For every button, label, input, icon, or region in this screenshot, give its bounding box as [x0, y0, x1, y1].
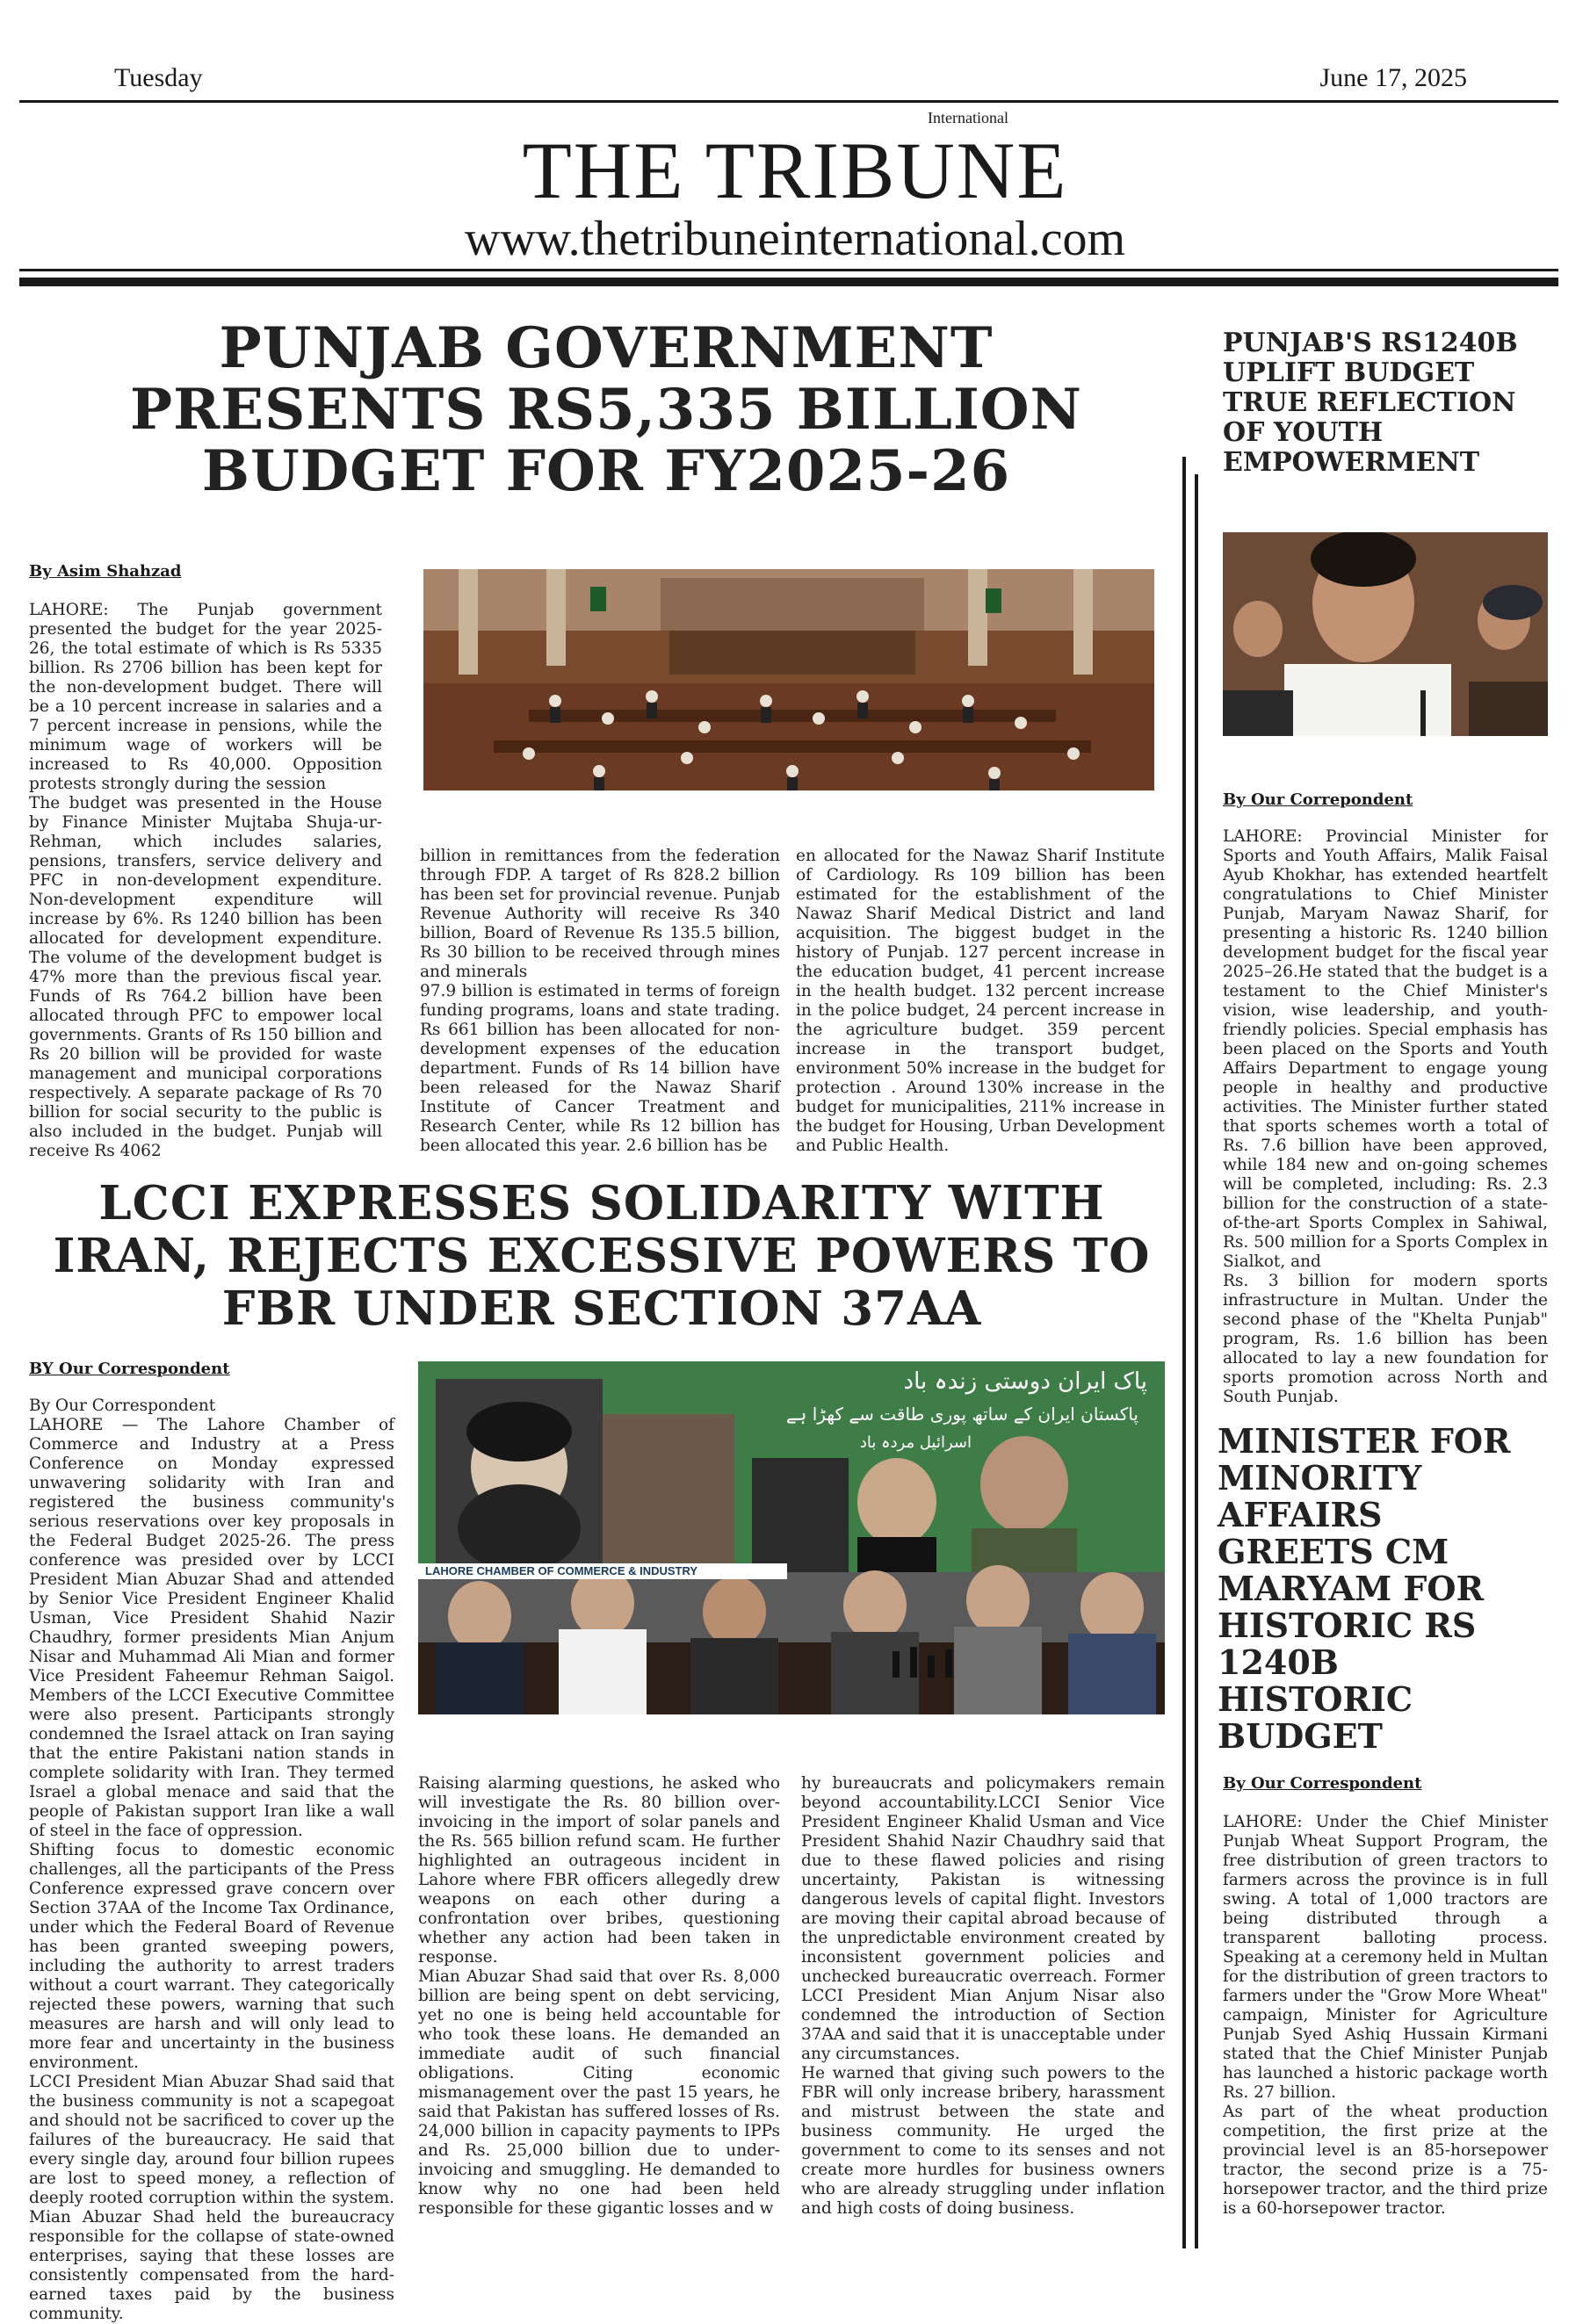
second-column-2: Raising alarming questions, he asked who will investigate the Rs. 80 billion over-invoicing in the import of solar panels and the Rs. 565 billion refund scam. He further highlighted an outrageous incident in Lahore where FBR officers allegedly drew weapons on each other during a confrontation over bribes, questioning whether any action had been taken in response. Mian Abuzar Shad said that over Rs. 8,000 billion are being spent on debt servicing, yet no one is being held accountable for who took these loans. He demanded an immediate audit of such financial obligations. Citing economic mismanagement over the past 15 years, he said that Pakistan has suffered losses of Rs. 24,000 billion in capacity payments to IPPs and Rs. 25,000 billion due to under-invoicing and smuggling. He demanded to know why no one had been held responsible for these gigantic losses and w: [418, 1774, 780, 2218]
minister-photo: [1223, 532, 1548, 736]
sidebar-2-headline: MINISTER FOR MINORITY AFFAIRS GREETS CM MARYAM FOR HISTORIC RS 1240B HISTORIC BUDGET: [1218, 1421, 1511, 1756]
lead-headline: PUNJAB GOVERNMENT PRESENTS RS5,335 BILLION BUDGET FOR FY2025-26: [129, 315, 1083, 504]
assembly-photo: [423, 569, 1154, 790]
second-headline: LCCI EXPRESSES SOLIDARITY WITH IRAN, REJECTS EXCESSIVE POWERS TO FBR UNDER SECTION 37AA: [53, 1176, 1151, 1336]
header-bottom-rule-thick: [19, 278, 1558, 286]
banner-urdu-line-1: پاک ایران دوستی زندہ باد: [903, 1368, 1147, 1395]
second-column-1: By Our Correspondent LAHORE — The Lahore Chamber of Commerce and Industry at a Press Conference on Monday expressed unwavering solidarity with Iran and registered the business community's serious reservations over key proposals in the Federal Budget 2025-26. The press conference was presided over by LCCI President Mian Abuzar Shad and attended by Senior Vice President Engineer Khalid Usman, Vice President Shahid Nazir Chaudhry, former presidents Mian Anjum Nisar and Muhammad Ali Mian and former Vice President Faheemur Rehman Saigol. Members of the LCCI Executive Committee were also present. Participants strongly condemned the Israel attack on Iran saying that the entire Pakistani nation stands in complete solidarity with Iran. They termed Israel a global menace and said that the people of Pakistan support Iran like a wall of steel in the face of oppression. Shifting focus to domestic economic challenges, all the participants of the Press Conference expressed grave concern over Section 37AA of the Income Tax Ordinance, under which the Federal Board of Revenue has been granted sweeping powers, including the authority to arrest traders without a court warrant. They categorically rejected these powers, warning that such measures are harsh and will only lead to more fear and uncertainty in the business environment. LCCI President Mian Abuzar Shad said that the business community is not a scapegoat and should not be sacrificed to cover up the failures of the bureaucracy. He said that every single day, around four billion rupees are lost to speed money, a reflection of deeply rooted corruption within the system. Mian Abuzar Shad held the bureaucracy responsible for the collapse of state-owned enterprises, saying that these losses are consistently compensated from the hard-earned taxes paid by the business community.: [29, 1397, 394, 2323]
sidebar-divider-1: [1182, 457, 1186, 2248]
lead-byline: By Asim Shahzad: [29, 562, 182, 581]
issue-date: June 17, 2025: [1319, 63, 1467, 92]
masthead-title: THE TRIBUNE: [522, 126, 1068, 215]
sidebar-divider-2: [1195, 474, 1198, 2248]
edition-label: International: [928, 109, 1008, 126]
masthead-url[interactable]: www.thetribuneinternational.com: [464, 212, 1126, 266]
banner-urdu-line-3: اسرائیل مردہ باد: [859, 1433, 972, 1452]
lead-column-3: en allocated for the Nawaz Sharif Institute of Cardiology. Rs 109 billion has been estimated for the establishment of the Nawaz Sharif Medical District and land acquisition. The biggest budget in the history of Punjab. 127 percent increase in the education budget, 41 percent increase in the health budget. 132 percent increase in the police budget, 24 percent increase in the agriculture budget. 359 percent increase in the transport budget, environment 50% increase in the budget for protection . Around 130% increase in the budget for municipalities, 211% increase in the budget for Housing, Urban Development and Public Health.: [796, 847, 1165, 1155]
sidebar-1-headline: PUNJAB'S RS1240B UPLIFT BUDGET TRUE REFLECTION OF YOUTH EMPOWERMENT: [1223, 328, 1518, 478]
issue-day: Tuesday: [114, 63, 203, 92]
banner-english: LAHORE CHAMBER OF COMMERCE & INDUSTRY: [425, 1564, 698, 1577]
second-byline: BY Our Correspondent: [29, 1360, 230, 1378]
lead-column-2: billion in remittances from the federation through FDP. A target of Rs 828.2 billion has been set for provincial revenue. Punjab Revenue Authority will receive Rs 340 billion, Board of Revenue Rs 135.5 billion, Rs 30 billion to be received through mines and minerals 97.9 billion is estimated in terms of foreign funding programs, loans and state trading. Rs 661 billion has been allocated for non-development expenses of the education department. Funds of Rs 14 billion have been released for the Nawaz Sharif Institute of Cancer Treatment and Research Center, while Rs 12 billion has been allocated this year. 2.6 billion has be: [420, 847, 780, 1155]
header-top-rule: [19, 100, 1558, 103]
banner-urdu-line-2: پاکستان ایران کے ساتھ پوری طاقت سے کھڑا ہے: [785, 1404, 1138, 1425]
second-column-3: hy bureaucrats and policymakers remain beyond accountability.LCCI Senior Vice President Engineer Khalid Usman and Vice President Shahid Nazir Chaudhry said that due to these flawed policies and rising uncertainty, Pakistan is witnessing dangerous levels of capital flight. Investors are moving their capital abroad because of the unpredictable environment created by inconsistent government policies and unchecked bureaucratic overreach. Former LCCI President Mian Anjum Nisar also condemned the introduction of Section 37AA and said that it is unacceptable under any circumstances. He warned that giving such powers to the FBR will only increase bribery, harassment and mistrust between the state and business community. He urged the government to come to its senses and not create more hurdles for business owners who are already struggling under inflation and high costs of doing business.: [801, 1774, 1165, 2218]
sidebar-2-body: LAHORE: Under the Chief Minister Punjab Wheat Support Program, the free distribution of green tractors to farmers across the province is in full swing. A total of 1,000 tractors are being distributed through a transparent balloting process. Speaking at a ceremony held in Multan for the distribution of green tractors to farmers under the "Grow More Wheat" campaign, Minister for Agriculture Punjab Syed Ashiq Hussain Kirmani stated that the Chief Minister Punjab has launched a historic package worth Rs. 27 billion. As part of the wheat production competition, the first prize at the provincial level is an 85-horsepower tractor, the second prize is a 75-horsepower tractor, and the third prize is a 60-horsepower tractor.: [1223, 1813, 1548, 2218]
sidebar-1-body: LAHORE: Provincial Minister for Sports and Youth Affairs, Malik Faisal Ayub Khokhar, has extended heartfelt congratulations to Chief Minister Punjab, Maryam Nawaz Sharif, for presenting a historic Rs. 1240 billion development budget for the fiscal year 2025–26.He stated that the budget is a testament to the Chief Minister's vision, wise leadership, and youth-friendly policies. Special emphasis has been placed on the Sports and Youth Affairs Department to engage young people in healthy and productive activities. The Minister further stated that sports schemes worth a total of Rs. 7.6 billion have been approved, while 184 new and on-going schemes will be completed, including: Rs. 2.3 billion for the construction of a state-of-the-art Sports Complex in Sahiwal, Rs. 500 million for a Sports Complex in Sialkot, and Rs. 3 billion for modern sports infrastructure in Multan. Under the second phase of the "Khelta Punjab" program, Rs. 1.6 billion has been allocated to lay a new foundation for sports promotion across North and South Punjab.: [1223, 827, 1548, 1406]
sidebar-2-byline: By Our Correspondent: [1223, 1774, 1422, 1793]
header-bottom-rule-thin: [19, 269, 1558, 271]
lead-column-1: LAHORE: The Punjab government presented the budget for the year 2025-26, the total estimate of which is Rs 5335 billion. Rs 2706 billion has been kept for the non-development budget. There will be a 10 percent increase in salaries and a 7 percent increase in pensions, while the minimum wage of workers will be increased to Rs 40,000. Opposition protests strongly during the session The budget was presented in the House by Finance Minister Mujtaba Shuja-ur-Rehman, which includes salaries, pensions, transfers, service delivery and PFC in non-development expenditure. Non-development expenditure will increase by 6%. Rs 1240 billion has been allocated for development expenditure. The volume of the development budget is 47% more than the previous fiscal year. Funds of Rs 764.2 billion have been allocated through PFC to empower local governments. Grants of Rs 150 billion and Rs 20 billion will be provided for waste management and municipal corporations respectively. A separate package of Rs 70 billion for social security to the public is also included in the budget. Punjab will receive Rs 4062: [29, 601, 382, 1160]
sidebar-1-byline: By Our Correpondent: [1223, 790, 1413, 809]
press-conference-photo: [418, 1361, 1165, 1714]
